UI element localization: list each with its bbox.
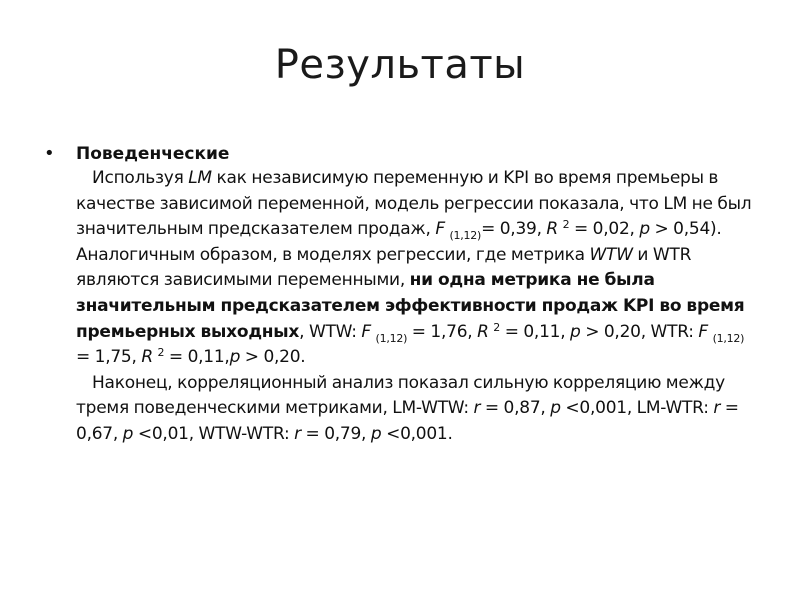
bullet-item: [44, 142, 756, 166]
text-run: <0,001, LM-WTR:: [560, 398, 714, 419]
stat-symbol: R: [477, 321, 489, 342]
stat-symbol: F: [435, 219, 445, 240]
stat-symbol: F: [361, 321, 371, 342]
stat-symbol: r: [473, 398, 481, 419]
text-run: = 1,75,: [76, 347, 142, 368]
text-run: = 0,79,: [300, 423, 371, 444]
text-run: = 1,76,: [407, 321, 478, 342]
text-run: как независимую переменную и KPI во время премьеры в качестве зависимой переменной, модель регрессии показала, что LM не был значительным предсказателем продаж,: [76, 168, 752, 240]
stat-symbol: p: [639, 219, 650, 240]
degrees-of-freedom: (1,12): [449, 229, 482, 243]
superscript: 2: [157, 346, 165, 360]
text-run: , WTW:: [299, 321, 362, 342]
text-run: = 0,87,: [480, 398, 551, 419]
text-run: Используя: [92, 168, 189, 188]
text-run: = 0,02,: [569, 219, 640, 240]
text-run: WTW: [589, 244, 633, 265]
text-run: Наконец, корреляционный анализ показал сильную корреляцию между тремя поведенческими метриками, LM-WTW:: [76, 372, 725, 419]
stat-symbol: p: [570, 321, 581, 342]
text-run: = 0,67,: [76, 398, 739, 444]
stat-symbol: p: [370, 423, 382, 444]
text-run: = 0,11,: [164, 347, 230, 368]
text-run: > 0,20, WTR:: [580, 321, 699, 342]
stat-symbol: p: [229, 347, 241, 368]
text-run: > 0,54). Аналогичным образом, в моделях регрессии, где метрика: [76, 219, 722, 265]
text-run: <0,01, WTW-WTR:: [133, 423, 295, 444]
correlation-paragraph: [76, 371, 756, 448]
slide-content: [44, 142, 756, 448]
text-run: <0,001.: [381, 423, 453, 444]
text-run: = 0,11,: [500, 321, 571, 342]
stat-symbol: p: [122, 423, 134, 444]
degrees-of-freedom: (1,12): [375, 331, 408, 345]
stat-symbol: F: [698, 321, 708, 342]
text-run: LM: [188, 168, 212, 188]
superscript: 2: [493, 320, 501, 334]
slide-title: Результаты: [274, 42, 526, 88]
stat-symbol: R: [546, 219, 558, 240]
bullet-marker: •: [44, 143, 55, 164]
degrees-of-freedom: (1,12): [712, 331, 745, 345]
emphasis-text: ни одна метрика не была значительным предсказателем эффективности продаж KPI во время премьерных выходных: [76, 270, 745, 342]
text-run: > 0,20.: [240, 347, 306, 368]
stat-symbol: R: [141, 347, 153, 368]
superscript: 2: [562, 218, 570, 232]
text-run: = 0,39,: [481, 219, 547, 240]
stat-symbol: r: [713, 398, 721, 419]
results-paragraph: [76, 166, 756, 371]
bullet-heading: Поведенческие: [76, 144, 230, 164]
stat-symbol: p: [550, 398, 561, 419]
stat-symbol: r: [294, 423, 301, 444]
text-run: и WTR являются зависимыми переменными,: [76, 244, 692, 291]
